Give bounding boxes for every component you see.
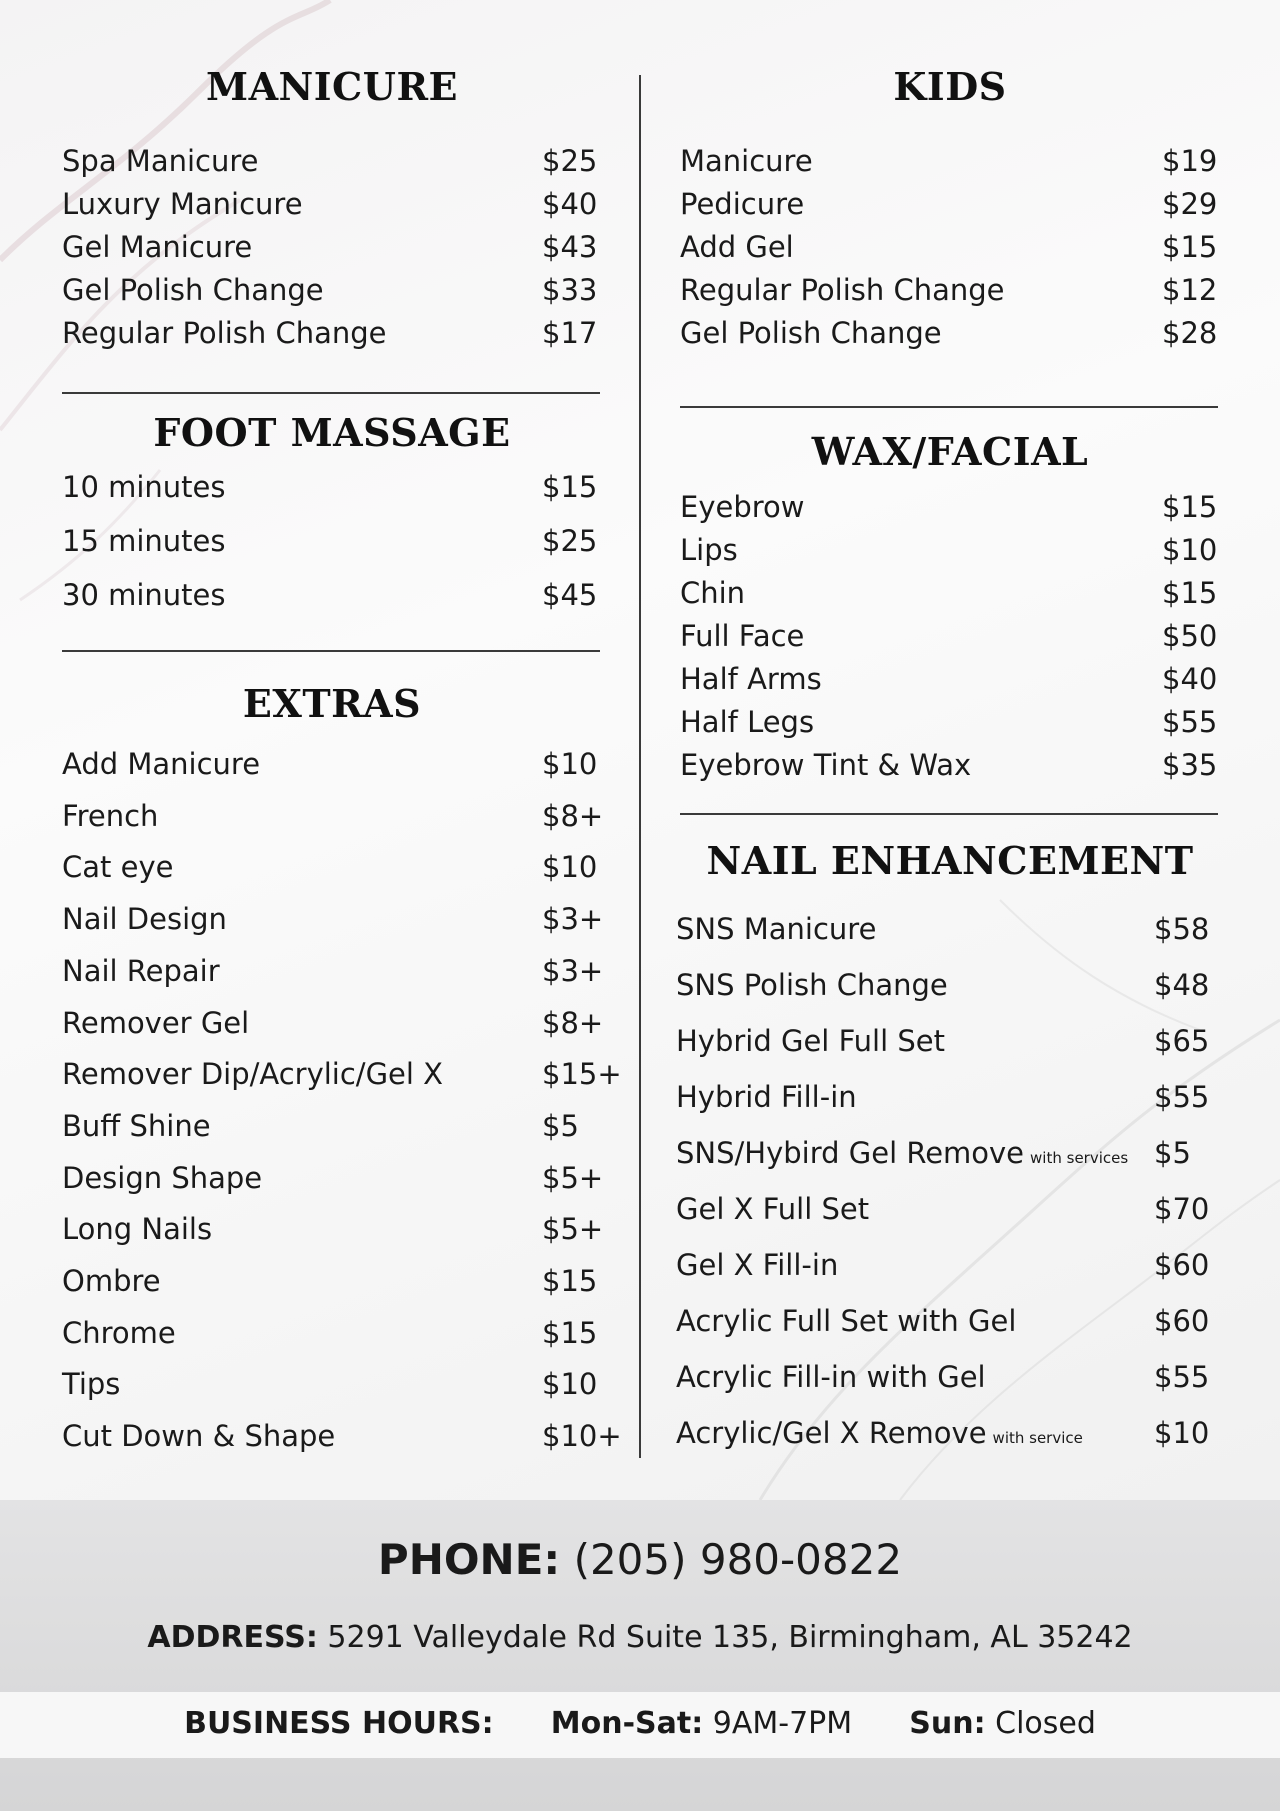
kids-heading: KIDS: [893, 64, 1007, 109]
service-price: $10: [542, 747, 598, 781]
service-name: Remover Dip/Acrylic/Gel X: [62, 1057, 444, 1092]
service-price: $55: [1154, 1080, 1210, 1114]
section-divider: [62, 650, 600, 652]
service-price: $15: [542, 470, 598, 504]
service-name: Add Manicure: [62, 747, 261, 781]
business-hours-line: [0, 1706, 1280, 1741]
column-divider: [639, 75, 641, 1458]
service-name: Nail Design: [62, 902, 227, 937]
address-text: 5291 Valleydale Rd Suite 135, Birmingham, AL 35242: [327, 1620, 1133, 1655]
service-name: Gel Polish Change: [680, 316, 942, 350]
service-price: $15: [1162, 576, 1218, 610]
service-name: 30 minutes: [62, 578, 226, 612]
service-name: French: [62, 798, 159, 833]
service-name: Gel X Full Set: [676, 1192, 870, 1226]
service-name: Design Shape: [62, 1160, 263, 1195]
service-name: 15 minutes: [62, 524, 226, 558]
service-price: $15: [1162, 230, 1218, 264]
service-name: SNS Manicure: [676, 912, 877, 946]
service-price: $50: [1162, 619, 1218, 653]
service-price: $15: [542, 1264, 598, 1298]
service-price: $8+: [542, 798, 604, 833]
weekday-label: Mon-Sat:: [550, 1706, 704, 1741]
service-price: $55: [1154, 1360, 1210, 1394]
service-price: $43: [542, 230, 598, 264]
service-name: Luxury Manicure: [62, 187, 303, 221]
service-name: Chin: [680, 576, 746, 610]
service-name: Long Nails: [62, 1212, 213, 1247]
section-divider: [62, 392, 600, 394]
sunday-label: Sun:: [909, 1706, 986, 1741]
service-price: $10+: [542, 1419, 622, 1454]
wax-facial-heading: WAX/FACIAL: [811, 429, 1089, 474]
service-price: $12: [1162, 273, 1218, 307]
service-name: Acrylic Full Set with Gel: [676, 1304, 1017, 1338]
service-price: $60: [1154, 1304, 1210, 1338]
service-price: $17: [542, 316, 598, 350]
service-name: Acrylic Fill-in with Gel: [676, 1360, 986, 1394]
phone-label: PHONE:: [377, 1535, 561, 1584]
service-name: Regular Polish Change: [680, 273, 1005, 307]
service-price: $28: [1162, 316, 1218, 350]
section-divider: [680, 406, 1218, 408]
service-price: $40: [1162, 662, 1218, 696]
service-price: $55: [1162, 705, 1218, 739]
address-line: [0, 1620, 1280, 1655]
service-price: $29: [1162, 187, 1218, 221]
service-name: Cat eye: [62, 850, 174, 885]
service-name: Lips: [680, 533, 738, 567]
service-price: $3+: [542, 953, 604, 988]
service-name: Eyebrow: [680, 490, 805, 524]
service-name: SNS/Hybird Gel Remove with services: [676, 1136, 1129, 1170]
section-divider: [680, 813, 1218, 815]
service-price: $10: [542, 1367, 598, 1402]
service-note: with services: [1030, 1149, 1129, 1167]
service-price: $70: [1154, 1192, 1210, 1226]
service-name: Hybrid Fill-in: [676, 1080, 857, 1114]
service-price: $35: [1162, 748, 1218, 782]
service-price: $5: [1154, 1136, 1191, 1170]
foot-massage-heading: FOOT MASSAGE: [153, 410, 511, 455]
service-name: 10 minutes: [62, 470, 226, 504]
service-price: $10: [1154, 1416, 1210, 1450]
sunday-hours: Closed: [995, 1706, 1096, 1741]
service-price: $5+: [542, 1160, 604, 1195]
service-price: $58: [1154, 912, 1210, 946]
service-price: $25: [542, 144, 598, 178]
service-price: $40: [542, 187, 598, 221]
nail-enhancement-heading: NAIL ENHANCEMENT: [706, 838, 1194, 883]
service-price: $45: [542, 578, 598, 612]
service-price: $3+: [542, 902, 604, 937]
service-name: Spa Manicure: [62, 144, 259, 178]
address-label: ADDRESS:: [147, 1620, 318, 1655]
phone-number[interactable]: (205) 980-0822: [573, 1535, 903, 1584]
weekday-hours: 9AM-7PM: [712, 1706, 853, 1741]
service-price: $15: [542, 1315, 598, 1350]
service-name: Ombre: [62, 1264, 161, 1298]
service-name: Gel Manicure: [62, 230, 253, 264]
service-name: Chrome: [62, 1315, 176, 1350]
service-name: Nail Repair: [62, 953, 220, 988]
service-name: Gel X Fill-in: [676, 1248, 839, 1282]
service-name: Regular Polish Change: [62, 316, 387, 350]
service-name: Remover Gel: [62, 1005, 250, 1040]
service-price: $10: [1162, 533, 1218, 567]
extras-heading: EXTRAS: [242, 681, 422, 726]
service-name: Buff Shine: [62, 1108, 211, 1143]
service-price: $5+: [542, 1212, 604, 1247]
service-name: SNS Polish Change: [676, 968, 948, 1002]
service-name: Full Face: [680, 619, 805, 653]
service-price: $48: [1154, 968, 1210, 1002]
service-price: $15: [1162, 490, 1218, 524]
hours-label: BUSINESS HOURS:: [184, 1706, 494, 1741]
service-name: Add Gel: [680, 230, 794, 264]
service-name: Tips: [62, 1367, 121, 1402]
service-price: $25: [542, 524, 598, 558]
service-name: Eyebrow Tint & Wax: [680, 748, 972, 782]
service-note: with service: [992, 1429, 1083, 1447]
service-name: Manicure: [680, 144, 813, 178]
service-name: Pedicure: [680, 187, 805, 221]
service-name: Acrylic/Gel X Remove with service: [676, 1416, 1083, 1450]
service-name: Cut Down & Shape: [62, 1419, 336, 1454]
service-name: Hybrid Gel Full Set: [676, 1024, 946, 1058]
service-price: $8+: [542, 1005, 604, 1040]
service-price: $33: [542, 273, 598, 307]
phone-line: [0, 1535, 1280, 1584]
service-price: $60: [1154, 1248, 1210, 1282]
service-name: Half Legs: [680, 705, 815, 739]
service-price: $5: [542, 1108, 579, 1143]
service-price: $65: [1154, 1024, 1210, 1058]
service-name: Half Arms: [680, 662, 822, 696]
manicure-heading: MANICURE: [206, 64, 458, 109]
service-name: Gel Polish Change: [62, 273, 324, 307]
service-price: $15+: [542, 1057, 622, 1092]
service-price: $10: [542, 850, 598, 885]
service-price: $19: [1162, 144, 1218, 178]
